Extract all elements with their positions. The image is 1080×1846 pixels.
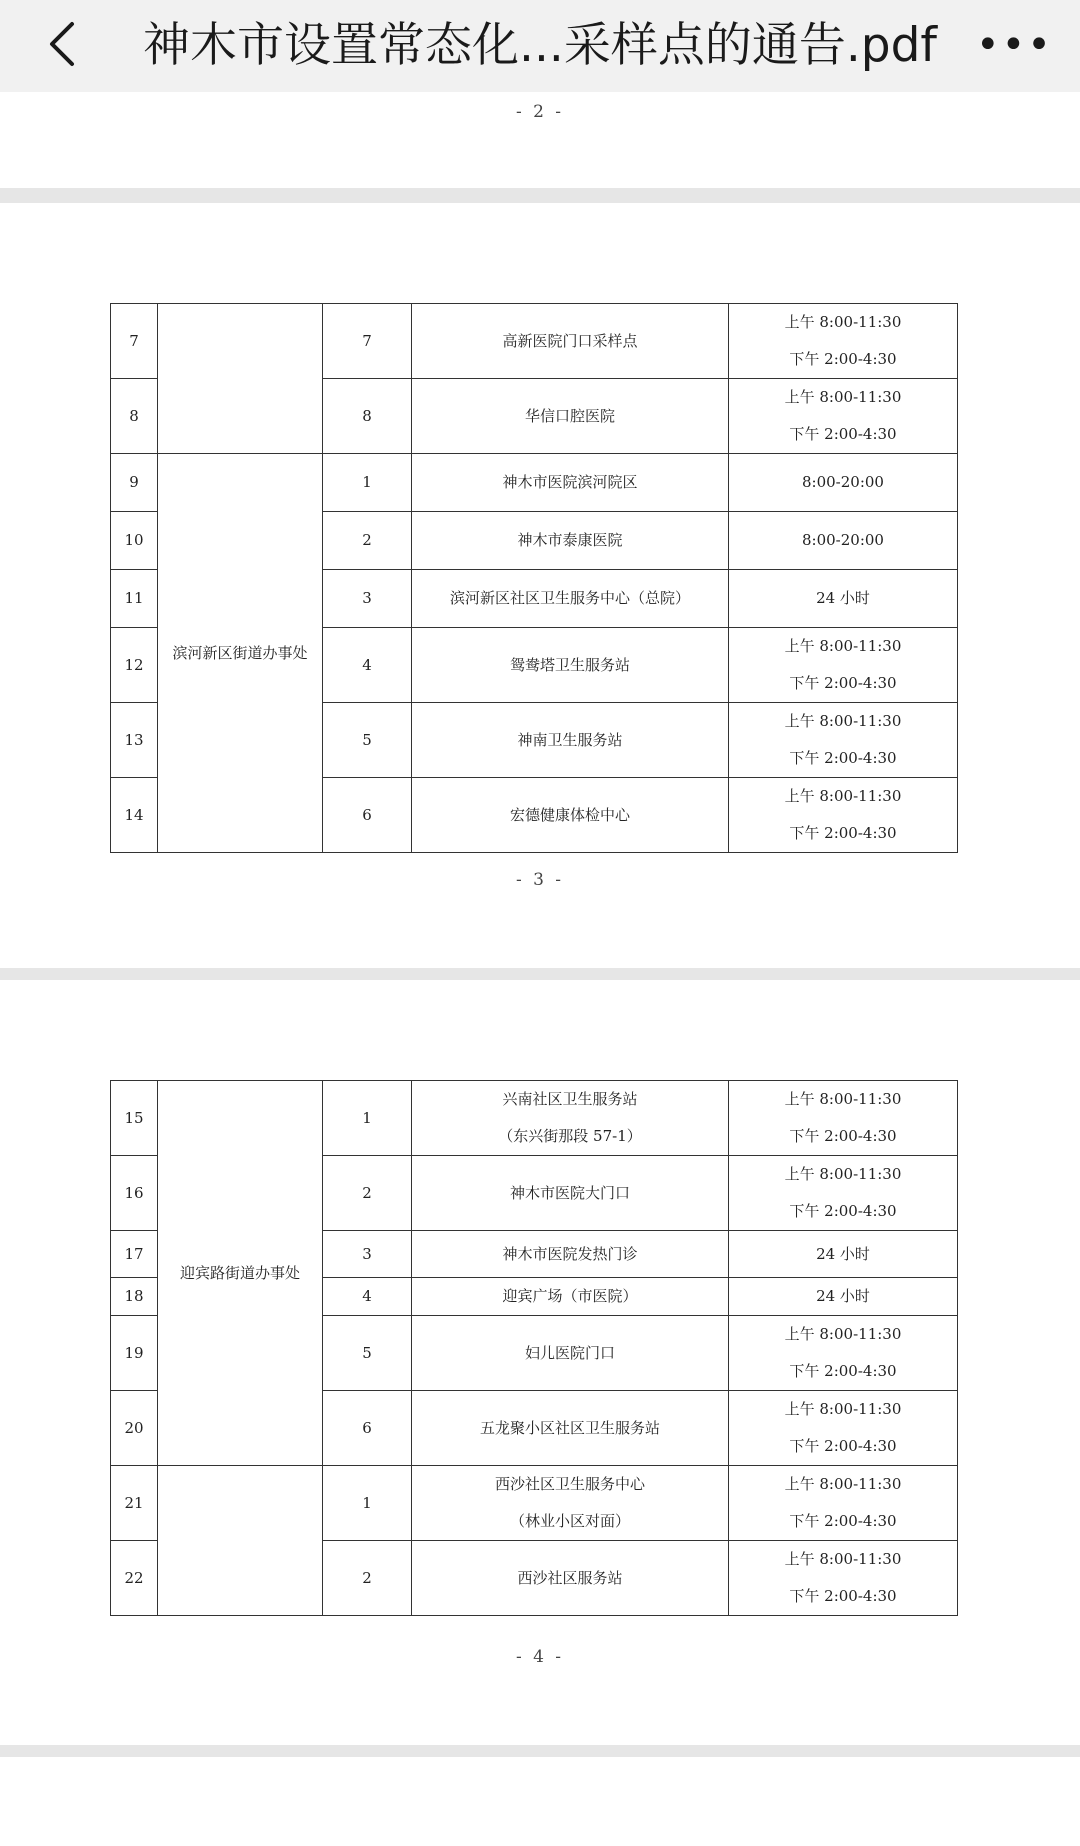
opening-hours: 上午 8:00-11:30 下午 2:00-4:30 <box>729 703 958 778</box>
opening-hours: 上午 8:00-11:30 下午 2:00-4:30 <box>729 304 958 379</box>
site-name: 滨河新区社区卫生服务中心（总院） <box>412 570 729 628</box>
opening-hours: 上午 8:00-11:30 下午 2:00-4:30 <box>729 1541 958 1616</box>
row-number: 7 <box>111 304 158 379</box>
table-row <box>111 304 958 379</box>
row-number: 8 <box>111 379 158 454</box>
site-index: 5 <box>323 1316 412 1391</box>
site-index: 4 <box>323 1278 412 1316</box>
row-number: 21 <box>111 1466 158 1541</box>
sampling-sites-table <box>110 1080 958 1616</box>
site-index: 5 <box>323 703 412 778</box>
site-index: 6 <box>323 1391 412 1466</box>
site-name: 西沙社区卫生服务中心 （林业小区对面） <box>412 1466 729 1541</box>
row-number: 10 <box>111 512 158 570</box>
page-number: - 2 - <box>515 102 565 122</box>
opening-hours: 上午 8:00-11:30 下午 2:00-4:30 <box>729 1466 958 1541</box>
table-row <box>111 1466 958 1541</box>
street-office-cell: 滨河新区街道办事处 <box>158 454 323 853</box>
row-number: 19 <box>111 1316 158 1391</box>
site-index: 4 <box>323 628 412 703</box>
site-index: 1 <box>323 454 412 512</box>
row-number: 17 <box>111 1231 158 1278</box>
site-index: 2 <box>323 512 412 570</box>
site-name: 高新医院门口采样点 <box>412 304 729 379</box>
site-index: 1 <box>323 1081 412 1156</box>
row-number: 20 <box>111 1391 158 1466</box>
chevron-left-icon <box>34 14 94 74</box>
opening-hours: 8:00-20:00 <box>729 454 958 512</box>
opening-hours: 8:00-20:00 <box>729 512 958 570</box>
site-name: 妇儿医院门口 <box>412 1316 729 1391</box>
table-row <box>111 454 958 512</box>
site-name: 神木市医院发热门诊 <box>412 1231 729 1278</box>
site-index: 2 <box>323 1541 412 1616</box>
site-index: 6 <box>323 778 412 853</box>
opening-hours: 上午 8:00-11:30 下午 2:00-4:30 <box>729 628 958 703</box>
site-name: 鸳鸯塔卫生服务站 <box>412 628 729 703</box>
pdf-page-2 <box>0 92 1080 188</box>
top-bar <box>0 0 1080 93</box>
opening-hours: 上午 8:00-11:30 下午 2:00-4:30 <box>729 379 958 454</box>
opening-hours: 24 小时 <box>729 1231 958 1278</box>
site-name: 宏德健康体检中心 <box>412 778 729 853</box>
pdf-page-4[interactable] <box>0 980 1080 1745</box>
opening-hours: 24 小时 <box>729 1278 958 1316</box>
row-number: 13 <box>111 703 158 778</box>
street-office-cell <box>158 304 323 454</box>
opening-hours: 24 小时 <box>729 570 958 628</box>
row-number: 12 <box>111 628 158 703</box>
opening-hours: 上午 8:00-11:30 下午 2:00-4:30 <box>729 1081 958 1156</box>
site-name: 神木市泰康医院 <box>412 512 729 570</box>
document-title: 神木市设置常态化...采样点的通告.pdf <box>143 18 937 73</box>
table-row <box>111 1081 958 1156</box>
row-number: 11 <box>111 570 158 628</box>
site-index: 3 <box>323 1231 412 1278</box>
row-number: 16 <box>111 1156 158 1231</box>
site-index: 8 <box>323 379 412 454</box>
sampling-sites-table <box>110 303 958 853</box>
row-number: 9 <box>111 454 158 512</box>
opening-hours: 上午 8:00-11:30 下午 2:00-4:30 <box>729 778 958 853</box>
site-name: 五龙聚小区社区卫生服务站 <box>412 1391 729 1466</box>
street-office-cell <box>158 1466 323 1616</box>
site-index: 3 <box>323 570 412 628</box>
opening-hours: 上午 8:00-11:30 下午 2:00-4:30 <box>729 1391 958 1466</box>
opening-hours: 上午 8:00-11:30 下午 2:00-4:30 <box>729 1156 958 1231</box>
site-name: 神南卫生服务站 <box>412 703 729 778</box>
more-dots-icon: ••• <box>976 22 1053 68</box>
site-name: 神木市医院滨河院区 <box>412 454 729 512</box>
back-button[interactable] <box>34 14 94 74</box>
site-index: 2 <box>323 1156 412 1231</box>
page-number: - 4 - <box>515 1647 565 1667</box>
pdf-page-3[interactable] <box>0 203 1080 968</box>
row-number: 22 <box>111 1541 158 1616</box>
site-name: 兴南社区卫生服务站 （东兴街那段 57-1） <box>412 1081 729 1156</box>
more-options-button[interactable] <box>976 20 1053 70</box>
page-number: - 3 - <box>515 870 565 890</box>
row-number: 18 <box>111 1278 158 1316</box>
site-name: 迎宾广场（市医院） <box>412 1278 729 1316</box>
row-number: 14 <box>111 778 158 853</box>
opening-hours: 上午 8:00-11:30 下午 2:00-4:30 <box>729 1316 958 1391</box>
site-name: 西沙社区服务站 <box>412 1541 729 1616</box>
site-index: 1 <box>323 1466 412 1541</box>
row-number: 15 <box>111 1081 158 1156</box>
site-name: 神木市医院大门口 <box>412 1156 729 1231</box>
site-name: 华信口腔医院 <box>412 379 729 454</box>
street-office-cell: 迎宾路街道办事处 <box>158 1081 323 1466</box>
site-index: 7 <box>323 304 412 379</box>
pdf-page-5[interactable] <box>0 1757 1080 1846</box>
